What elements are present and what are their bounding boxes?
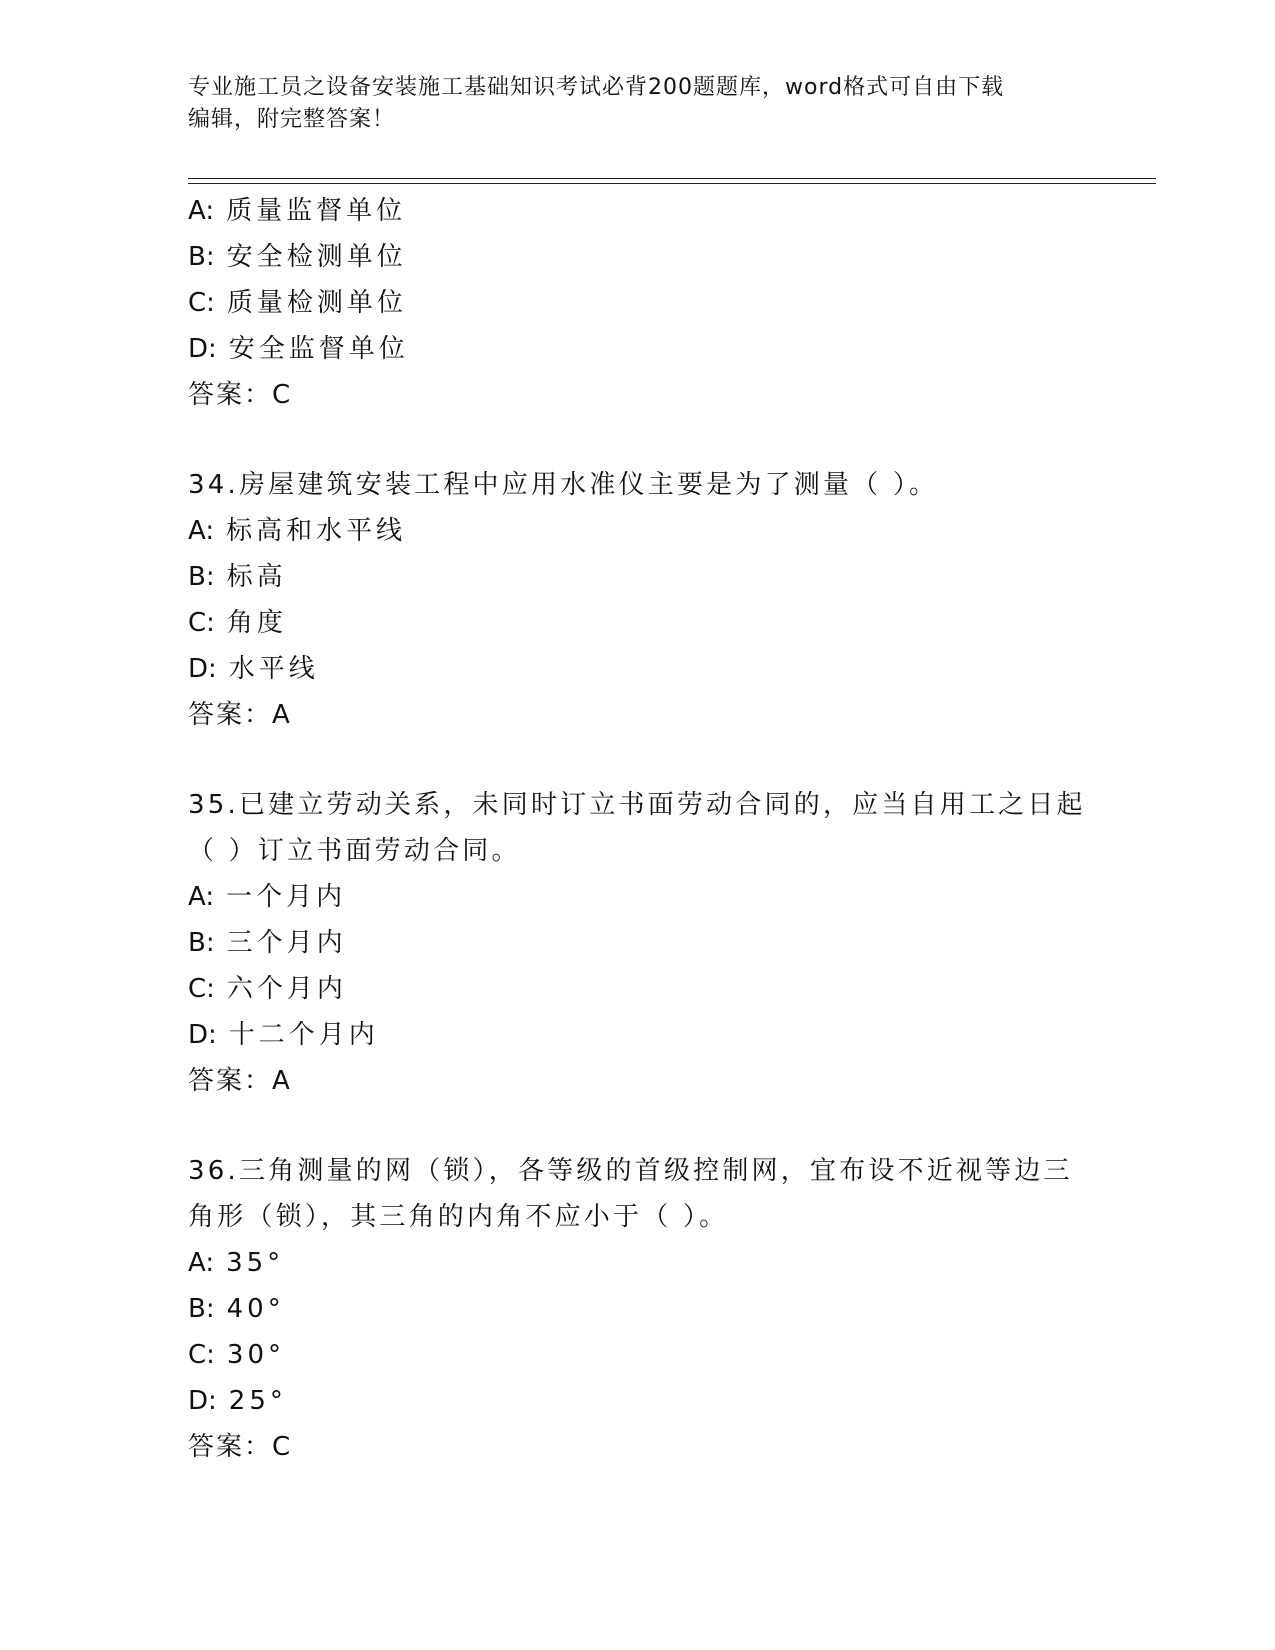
header-line-2: 编辑，附完整答案！ [188,107,396,132]
header-divider-top [188,178,1156,179]
option-c: C: 角度 [188,608,287,638]
option-b: B: 安全检测单位 [188,242,407,272]
option-a: A: 35° [188,1248,285,1278]
header-divider-bottom [188,183,1156,184]
answer-line: 答案：C [188,1432,291,1462]
answer-line: 答案：C [188,380,291,410]
question-text: 35.已建立劳动关系，未同时订立书面劳动合同的，应当自用工之日起（ ）订立书面劳动合同。 [188,790,1086,866]
question-text: 36.三角测量的网（锁），各等级的首级控制网，宜布设不近视等边三角形（锁），其三角的内角不应小于（ ）。 [188,1156,1073,1232]
question-36 [188,1148,1088,1470]
option-b: B: 三个月内 [188,928,347,958]
option-a: A: 一个月内 [188,882,347,912]
option-a: A: 标高和水平线 [188,516,407,546]
option-c: C: 质量检测单位 [188,288,407,318]
question-33 [188,188,1088,418]
question-35 [188,782,1088,1104]
option-c: C: 六个月内 [188,974,347,1004]
answer-value: A [272,700,290,730]
option-d: D: 十二个月内 [188,1020,379,1050]
answer-line: 答案：A [188,700,290,730]
option-a: A: 质量监督单位 [188,196,407,226]
question-list [188,188,1088,1470]
option-d: D: 水平线 [188,654,319,684]
option-d: D: 25° [188,1386,287,1416]
answer-value: A [272,1066,290,1096]
answer-value: C [272,380,291,410]
document-header [188,72,1088,136]
option-d: D: 安全监督单位 [188,334,409,364]
answer-line: 答案：A [188,1066,290,1096]
question-text: 34.房屋建筑安装工程中应用水准仪主要是为了测量（ ）。 [188,470,939,500]
option-b: B: 40° [188,1294,285,1324]
question-34 [188,462,1088,738]
option-c: C: 30° [188,1340,286,1370]
answer-value: C [272,1432,291,1462]
header-line-1: 专业施工员之设备安装施工基础知识考试必背200题题库，word格式可自由下载 [188,75,1005,100]
option-b: B: 标高 [188,562,287,592]
